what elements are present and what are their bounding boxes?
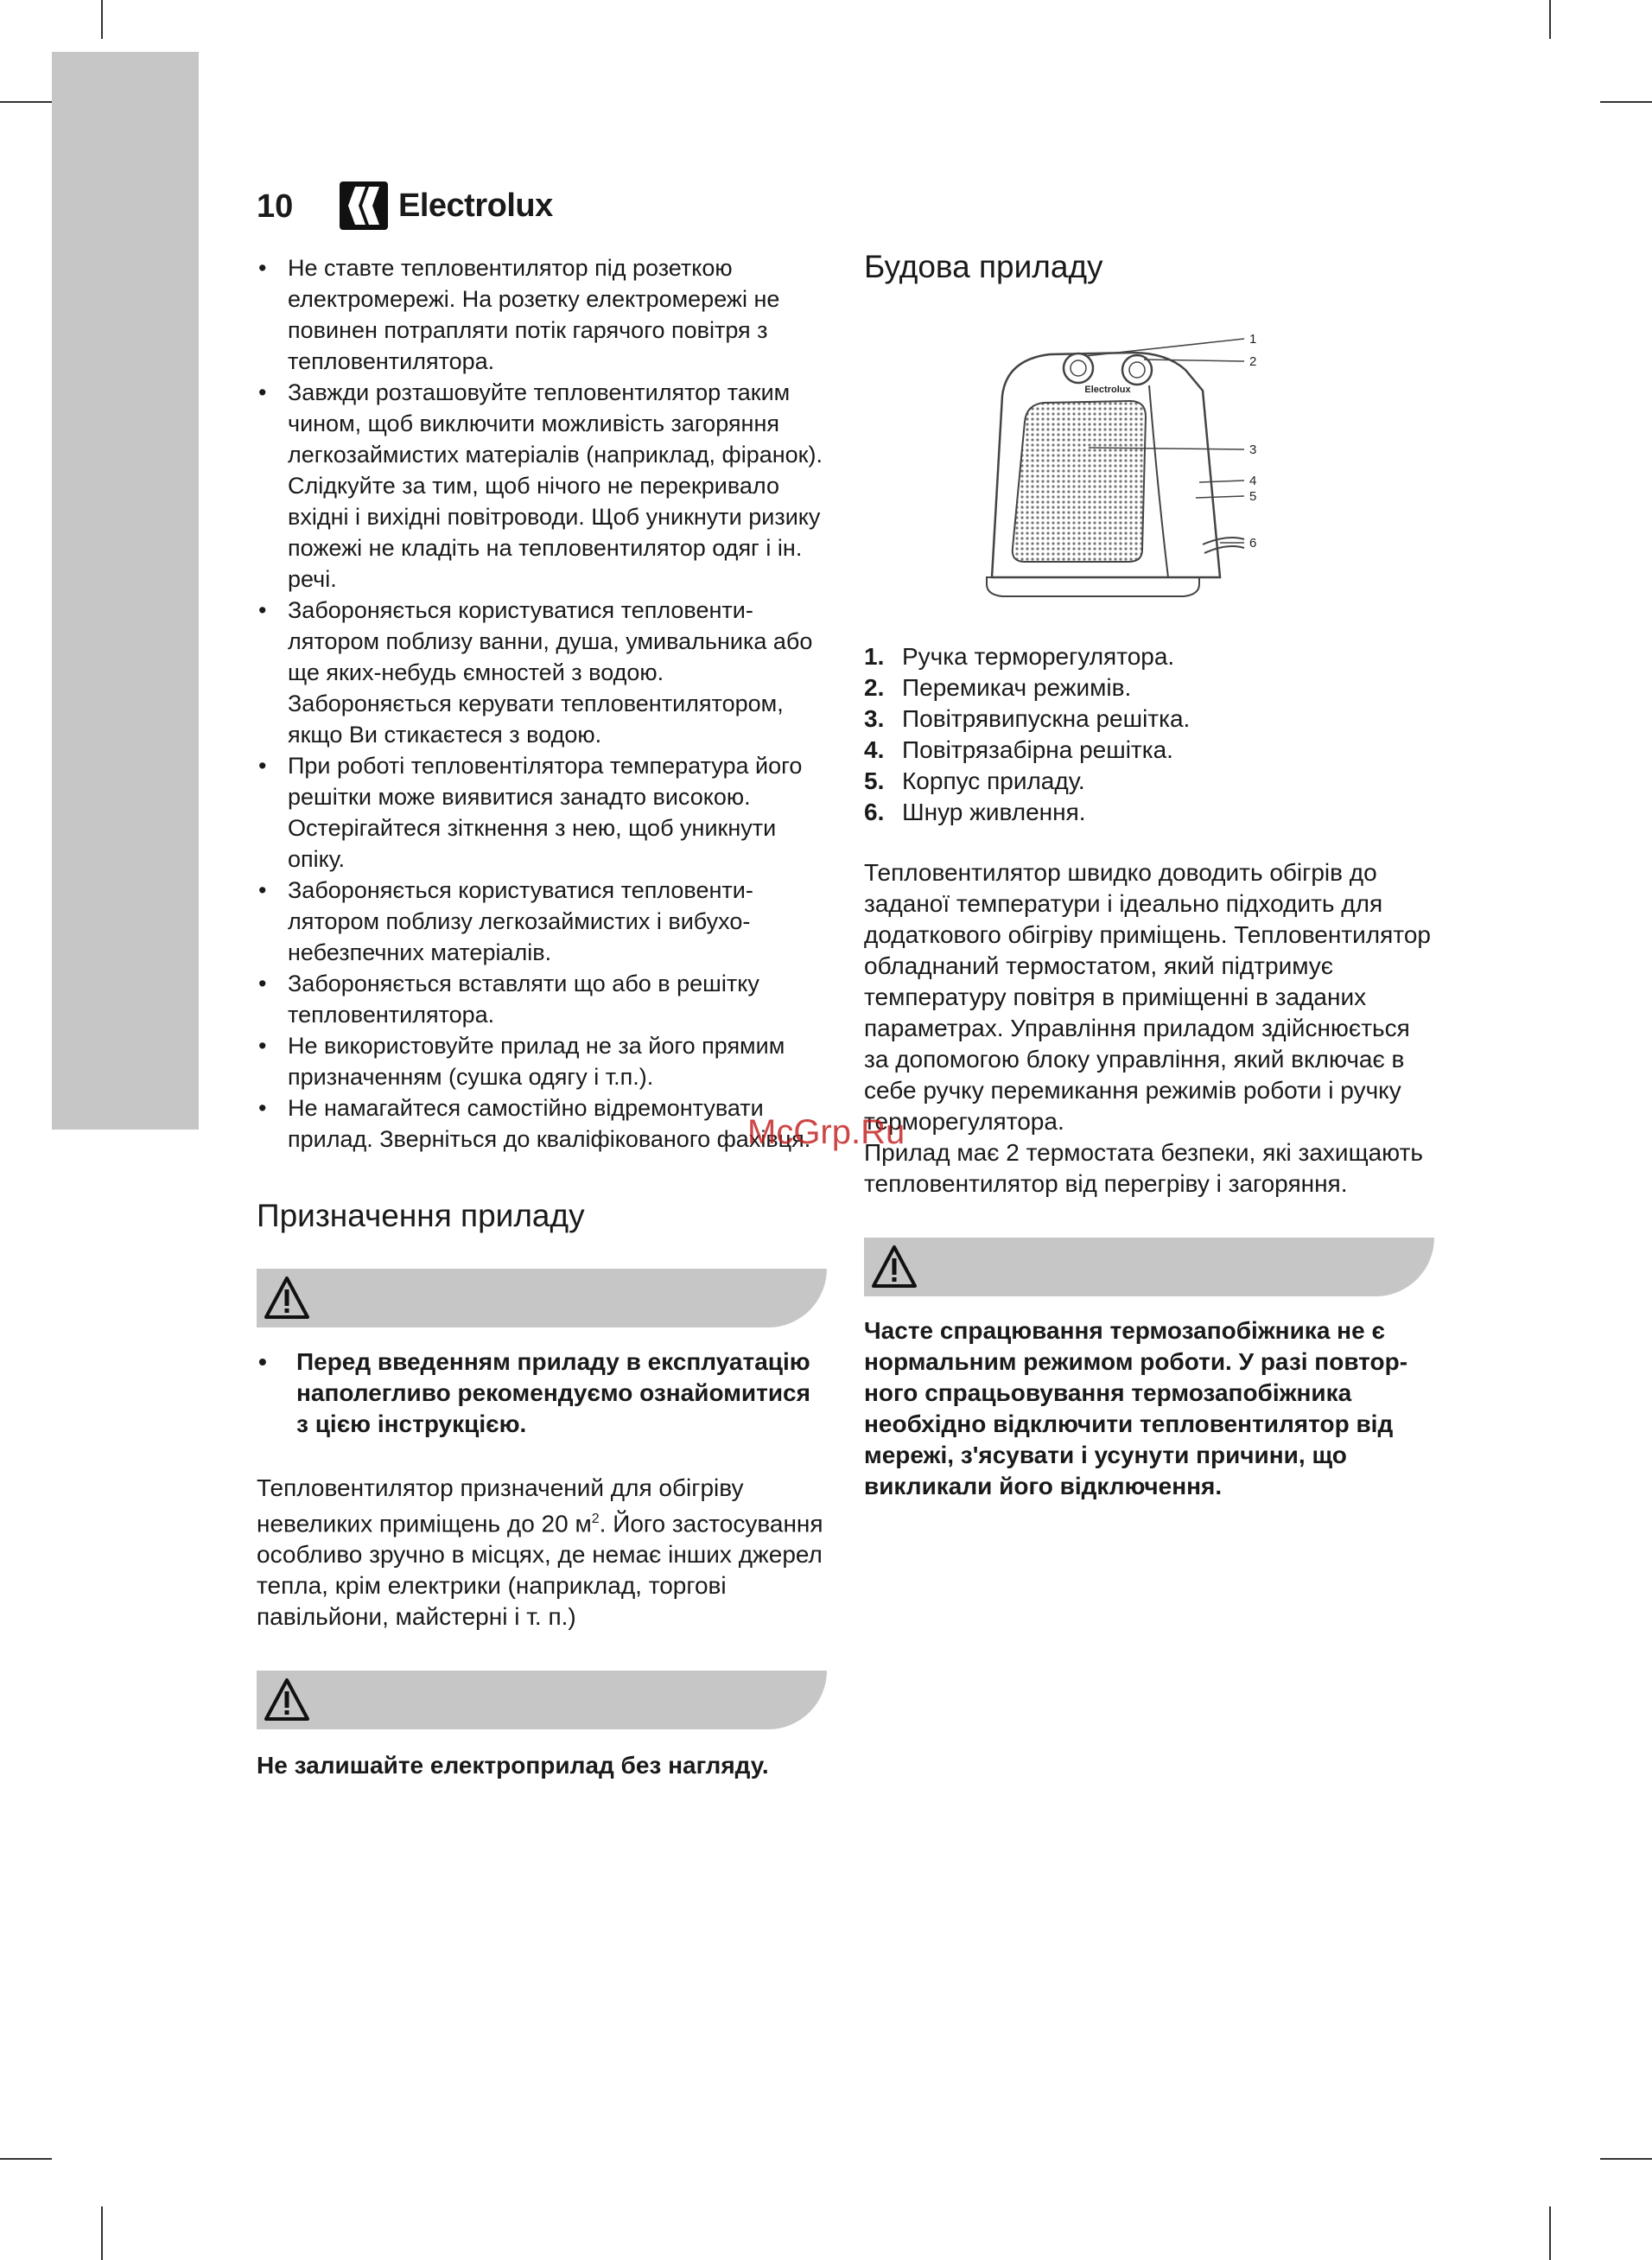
parts-list [864, 641, 1434, 828]
warning-text: Часте спрацювання термозапобіжника не є нормальним режимом роботи. У разі повторного спрацьовування термозапобіжника необхідно відключити тепловентилятор від мережі, з'ясувати і усунути причини, що викликали його відключення. [864, 1317, 1408, 1499]
list-item: • При роботі тепловентілятора температура його решітки може виявитися занадто високою. Остерігайтеся зіткнення з нею, щоб уникнути опіку. [257, 750, 827, 875]
list-item: 3. Повітрявипускна решітка. [864, 705, 1191, 732]
purpose-heading: Призначення приладу [257, 1198, 585, 1233]
list-item: • Забороняється вставляти що або в решітку тепловентилятора. [257, 968, 827, 1030]
list-item: 2. Перемикач режимів. [864, 674, 1132, 701]
warning-bar [257, 1269, 827, 1327]
list-item: • Завжди розташовуйте тепловентилятор таким чином, щоб виключити можливість загоряння легкозаймистих матеріалів (наприклад, фіранок). Слідкуйте за тим, щоб нічого не перекривало вхідні і вихідні повітроводи. Щоб уникнути ризику пожежі не кладіть на тепловентилятор одяг і ін. речі. [257, 377, 827, 595]
right-column [864, 249, 1434, 1502]
callout-label: 5 [1249, 489, 1257, 504]
purpose-text: Тепловентилятор призначений для обігріву невеликих приміщень до 20 $м^2$. Його застосування особливо зручно в місцях, де немає інших джерел тепла, крім електрики (наприклад, торгові павільйони, майстерні і т. п.) [257, 1474, 823, 1631]
callout-label: 1 [1249, 332, 1257, 347]
air-outlet-grille [1013, 401, 1146, 562]
structure-heading: Будова приладу [864, 249, 1103, 284]
left-column [257, 252, 827, 1781]
list-item: • Забороняється користуватися тепловентилятором поблизу легкозаймистих і вибухонебезпечних матеріалів. [257, 875, 827, 968]
callout-label: 6 [1249, 536, 1257, 551]
list-item: 1. Ручка терморегулятора. [864, 643, 1175, 670]
thermostat-knob [1064, 353, 1093, 383]
warning-bar [257, 1671, 827, 1729]
list-item: 6. Шнур живлення. [864, 799, 1086, 825]
callout-label: 3 [1249, 442, 1257, 457]
list-item: 5. Корпус приладу. [864, 767, 1085, 794]
warning-bar [864, 1238, 1434, 1296]
warning-triangle-icon [264, 1677, 310, 1722]
watermark: McGrp.Ru [747, 1113, 905, 1151]
description-text-2: Прилад має 2 термостата безпеки, які захищають тепловентилятор від перегріву і загоряння. [864, 1139, 1423, 1197]
list-item: • Забороняється користуватися тепловентилятором поблизу ванни, душа, умивальника або ще яких-небудь ємностей з водою. Забороняється керувати тепловентилятором, якщо Ви стикаєтеся з водою. [257, 595, 827, 750]
heater-diagram [864, 318, 1434, 612]
description-text: Тепловентилятор швидко доводить обігрів до заданої температури і ідеально підходить для додаткового обігріву приміщень. Тепловентилятор обладнаний термостатом, який підтримує температуру повітря в приміщенні в заданих параметрах. Управління приладом здійснюється за допомогою блоку управління, який включає в себе ручку перемикання режимів роботи і ручку терморегулятора. [864, 859, 1431, 1135]
side-tab [52, 52, 199, 1130]
device-logo: Electrolux [1084, 385, 1131, 395]
warning-triangle-icon [264, 1276, 310, 1321]
page-number: 10 [257, 188, 294, 225]
list-item: • Перед введенням приладу в експлуатацію наполегливо рекомендуємо ознайомитися з цією інструкцією. [257, 1346, 827, 1440]
list-item: • Не використовуйте прилад не за його прямим призначенням (сушка одягу і т.п.). [257, 1030, 827, 1092]
list-item: • Не намагайтеся самостійно відремонтувати прилад. Зверніться до кваліфікованого фахівця. [257, 1092, 827, 1155]
electrolux-logo-icon [340, 181, 388, 230]
warning-triangle-icon [871, 1245, 918, 1289]
list-item: 4. Повітрязабірна решітка. [864, 736, 1173, 763]
warning-list [257, 1346, 827, 1440]
callout-label: 2 [1249, 354, 1257, 369]
list-item: • Не ставте тепловентилятор під розеткою електромережі. На розетку електромережі не повинен потрапляти потік гарячого повітря з тепловентилятора. [257, 252, 827, 377]
callout-label: 4 [1249, 474, 1257, 488]
warning-text: Не залишайте електроприлад без нагляду. [257, 1752, 769, 1779]
safety-list [257, 252, 827, 1155]
brand-wordmark: Electrolux [398, 187, 553, 224]
brand-logo [340, 181, 553, 230]
